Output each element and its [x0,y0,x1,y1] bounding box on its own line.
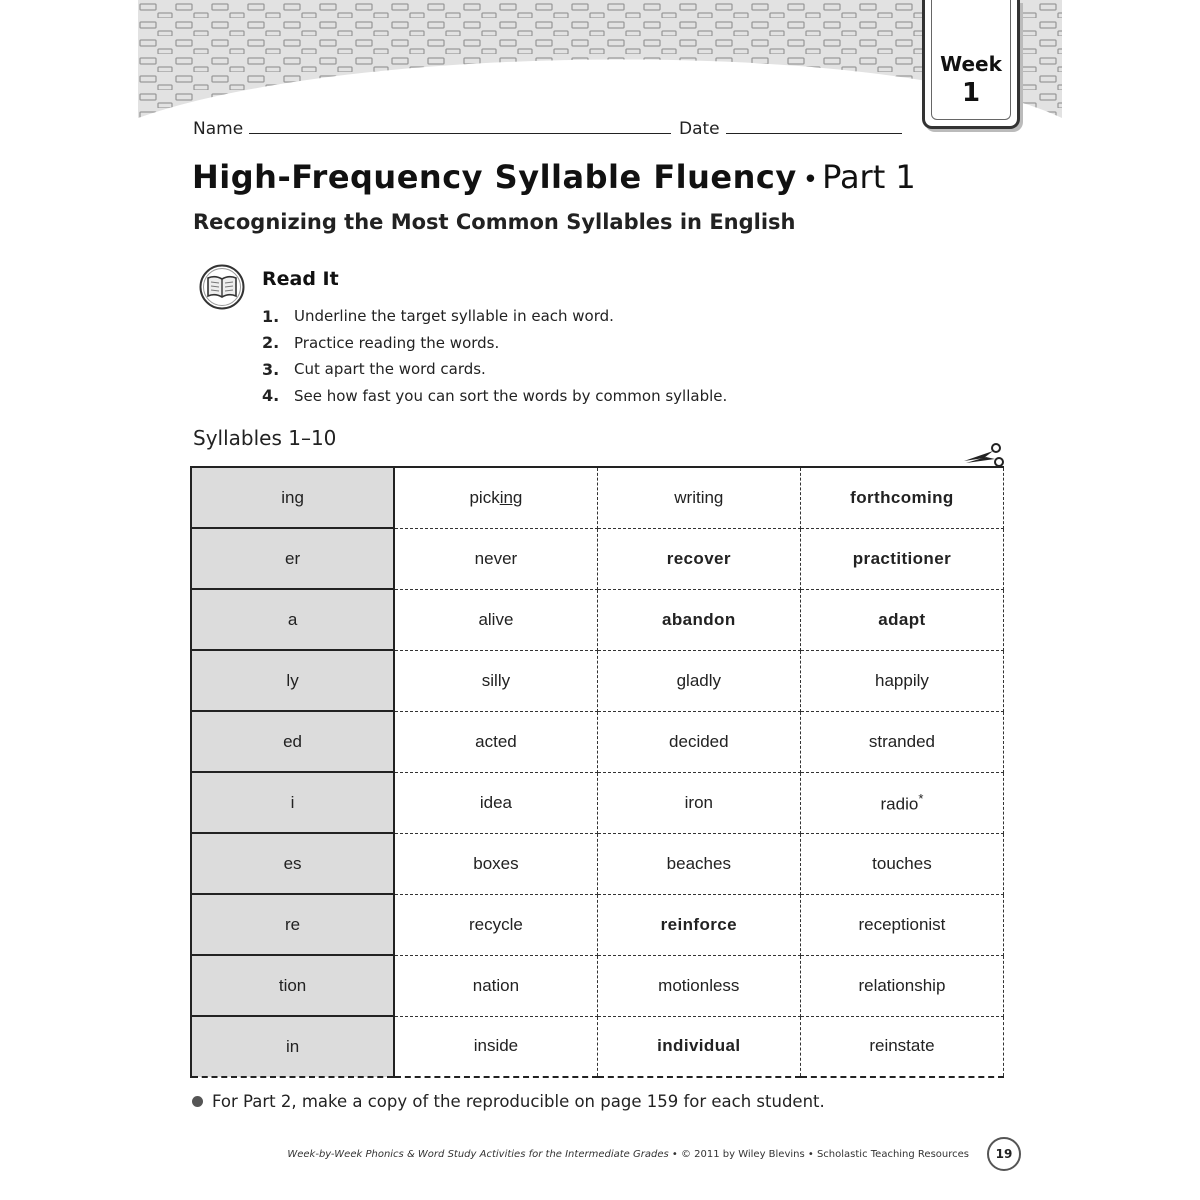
word-card: nation [394,955,597,1016]
syllable-cell: tion [191,955,394,1016]
name-label: Name [193,119,244,139]
word-card: receptionist [800,894,1003,955]
bullet-icon [192,1096,203,1107]
word-card: iron [597,772,800,833]
word-card: touches [800,833,1003,894]
syllable-cell: re [191,894,394,955]
word-card: writing [597,467,800,528]
word-card: reinforce [597,894,800,955]
table-row [191,894,1004,955]
date-field[interactable] [679,117,902,139]
page-subtitle: Recognizing the Most Common Syllables in English [193,210,796,234]
syllable-cell: i [191,772,394,833]
date-rule[interactable] [726,117,902,134]
instruction-item [262,303,727,330]
word-card: alive [394,589,597,650]
word-card: recycle [394,894,597,955]
instruction-list [262,303,727,409]
word-card: decided [597,711,800,772]
table-row [191,528,1004,589]
step-text: Practice reading the words. [294,333,500,352]
word-card: forthcoming [800,467,1003,528]
name-field[interactable] [193,117,671,139]
table-row [191,711,1004,772]
step-number: 2. [262,333,280,353]
table-row [191,589,1004,650]
word-card: reinstate [800,1016,1003,1077]
page-title [192,158,916,196]
asterisk-mark: * [918,790,924,806]
title-part: Part 1 [822,158,916,196]
page-number: 19 [987,1137,1021,1171]
step-number: 4. [262,386,280,406]
word-card: beaches [597,833,800,894]
word-card: abandon [597,589,800,650]
word-card: recover [597,528,800,589]
syllable-cell: es [191,833,394,894]
read-it-heading: Read It [262,268,339,290]
syllable-cell: a [191,589,394,650]
syllable-word-grid [190,466,1004,1078]
step-text: Underline the target syllable in each word. [294,307,614,326]
instruction-item [262,383,727,410]
table-row [191,650,1004,711]
week-tab [922,0,1020,129]
step-number: 3. [262,359,280,379]
table-row [191,467,1004,528]
table-row [191,833,1004,894]
instruction-item [262,356,727,383]
word-card: never [394,528,597,589]
step-number: 1. [262,306,280,326]
name-rule[interactable] [249,117,671,134]
word-card: stranded [800,711,1003,772]
word-card: individual [597,1016,800,1077]
table-row [191,955,1004,1016]
word-card [394,467,597,528]
word-card: relationship [800,955,1003,1016]
syllables-heading: Syllables 1–10 [193,426,337,450]
word-prefix: pick [469,487,500,507]
table-row [191,772,1004,833]
syllable-cell: ed [191,711,394,772]
footer-rest: • © 2011 by Wiley Blevins • Scholastic Teaching Resources [668,1149,969,1160]
table-row [191,1016,1004,1077]
underlined-syllable: ing [499,487,523,507]
word-card: boxes [394,833,597,894]
instruction-item [262,330,727,357]
word-card: happily [800,650,1003,711]
book-icon [199,264,245,310]
word-radio: radio [880,794,919,814]
syllable-cell: ly [191,650,394,711]
word-card: practitioner [800,528,1003,589]
word-card: inside [394,1016,597,1077]
syllable-cell: in [191,1016,394,1077]
syllable-cell: er [191,528,394,589]
part-two-note [192,1092,825,1111]
note-text: For Part 2, make a copy of the reproducible on page 159 for each student. [212,1092,825,1111]
week-label: Week [940,52,1002,76]
word-card: motionless [597,955,800,1016]
title-bullet: • [802,165,819,195]
footer-book-title: Week-by-Week Phonics & Word Study Activities for the Intermediate Grades [287,1149,669,1160]
word-card [800,772,1003,833]
word-card: gladly [597,650,800,711]
word-card: adapt [800,589,1003,650]
step-text: See how fast you can sort the words by common syllable. [294,386,728,405]
word-card: idea [394,772,597,833]
step-text: Cut apart the word cards. [294,360,486,379]
word-card: silly [394,650,597,711]
date-label: Date [679,119,720,139]
footer-credit [287,1149,969,1160]
week-number: 1 [961,78,981,108]
title-main: High-Frequency Syllable Fluency [192,158,797,196]
syllable-cell: ing [191,467,394,528]
word-card: acted [394,711,597,772]
